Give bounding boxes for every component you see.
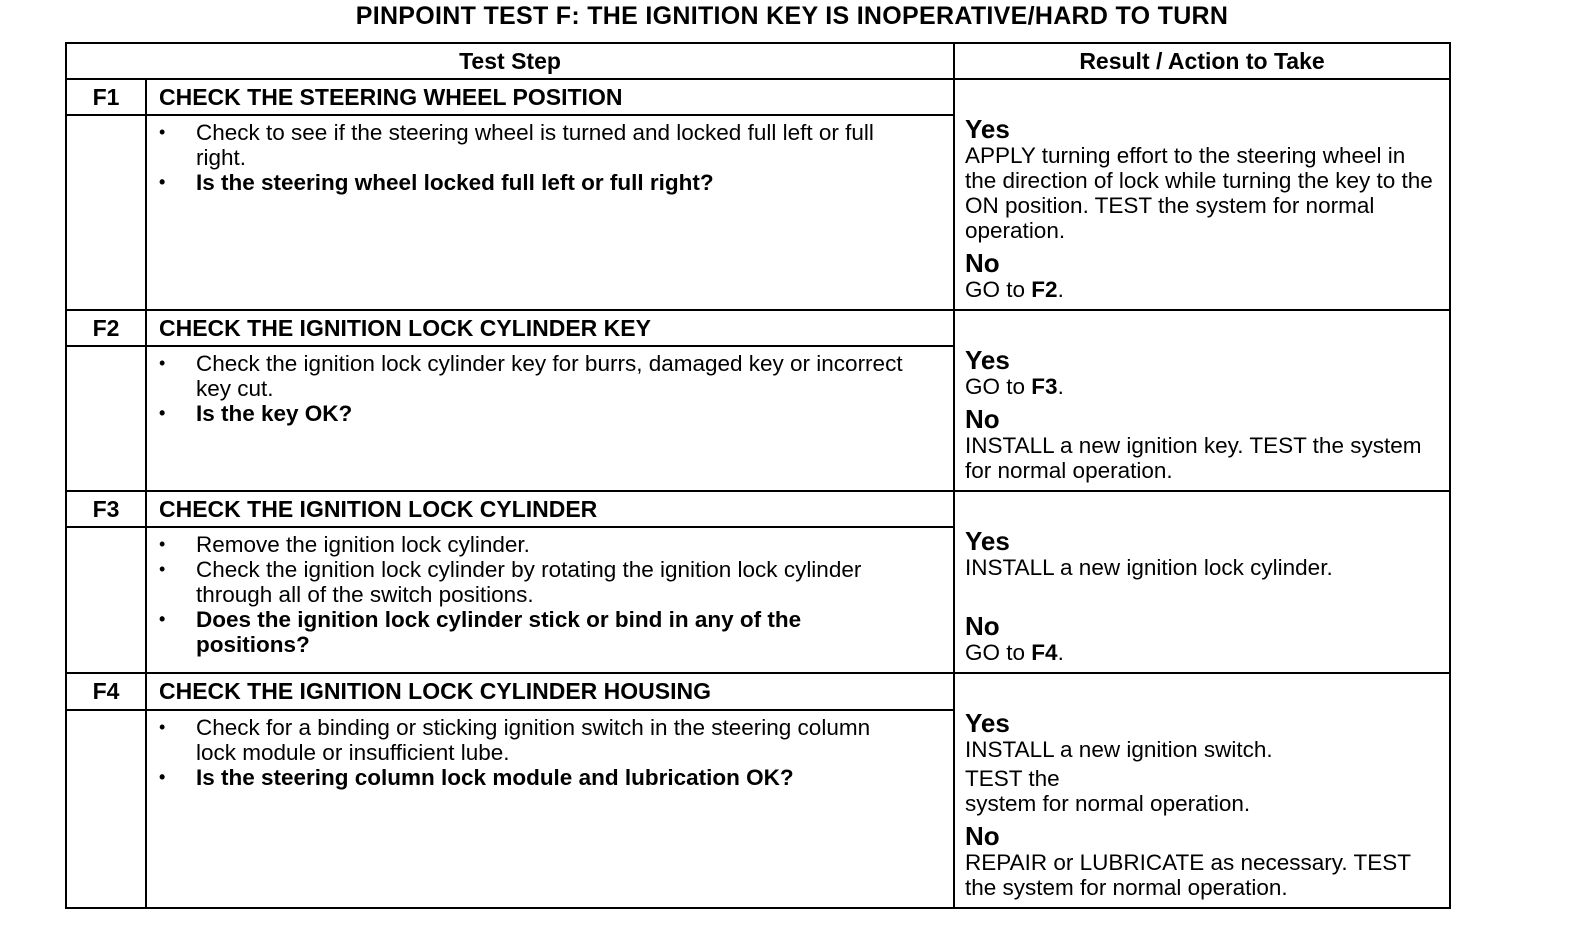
step-id-f3: F3 <box>66 491 146 527</box>
step-id-blank <box>66 710 146 908</box>
result-f1 <box>954 79 1450 310</box>
step-id-blank <box>66 527 146 673</box>
no-action: GO to F4. <box>965 640 1064 665</box>
list-item: • Check the ignition lock cylinder key for burrs, damaged key or incorrect key cut. <box>196 351 953 401</box>
yes-label: Yes <box>965 526 1010 556</box>
list-item: • Check for a binding or sticking ignition switch in the steering column lock module or insufficient lube. <box>196 715 953 765</box>
step-body-f3 <box>146 527 954 673</box>
yes-label: Yes <box>965 345 1010 375</box>
table-header-row <box>66 43 1450 79</box>
yes-action-line3: system for normal operation. <box>965 791 1251 816</box>
result-f3 <box>954 491 1450 673</box>
list-item: • Check to see if the steering wheel is turned and locked full left or full right. <box>196 120 953 170</box>
yes-action: INSTALL a new ignition lock cylinder. <box>965 555 1333 580</box>
step-id-blank <box>66 346 146 491</box>
result-f4 <box>954 673 1450 908</box>
yes-target-step: F3 <box>1031 374 1058 399</box>
step-title-row-f4 <box>66 673 1450 710</box>
yes-label: Yes <box>965 708 1010 738</box>
list-item: • Check the ignition lock cylinder by rotating the ignition lock cylinder through all of the switch positions. <box>196 557 953 607</box>
step-title-f3: CHECK THE IGNITION LOCK CYLINDER <box>146 491 954 527</box>
no-target-step: F2 <box>1031 277 1058 302</box>
step-id-f4: F4 <box>66 673 146 710</box>
step-body-f2 <box>146 346 954 491</box>
step-title-row-f3 <box>66 491 1450 527</box>
pinpoint-test-table <box>65 42 1451 909</box>
step-id-f1: F1 <box>66 79 146 115</box>
no-label: No <box>965 248 1000 278</box>
step-body-f1 <box>146 115 954 310</box>
question-item: • Is the steering column lock module and lubrication OK? <box>196 765 953 790</box>
step-title-f4: CHECK THE IGNITION LOCK CYLINDER HOUSING <box>146 673 954 710</box>
step-title-row-f2 <box>66 310 1450 346</box>
no-action: GO to F2. <box>965 277 1064 302</box>
step-id-blank <box>66 115 146 310</box>
page-title: PINPOINT TEST F: THE IGNITION KEY IS INOPERATIVE/HARD TO TURN <box>355 2 1229 30</box>
no-target-step: F4 <box>1031 640 1058 665</box>
yes-label: Yes <box>965 114 1010 144</box>
step-id-f2: F2 <box>66 310 146 346</box>
no-label: No <box>965 404 1000 434</box>
yes-action: APPLY turning effort to the steering wheel in the direction of lock while turning the key to the ON position. TEST the system for normal operation. <box>965 143 1433 243</box>
step-title-f2: CHECK THE IGNITION LOCK CYLINDER KEY <box>146 310 954 346</box>
question-item: • Does the ignition lock cylinder stick or bind in any of the positions? <box>196 607 953 657</box>
no-label: No <box>965 611 1000 641</box>
step-title-f1: CHECK THE STEERING WHEEL POSITION <box>146 79 954 115</box>
question-item: • Is the steering wheel locked full left or full right? <box>196 170 953 195</box>
yes-action: INSTALL a new ignition switch. <box>965 737 1273 762</box>
yes-action: GO to F3. <box>965 374 1064 399</box>
header-result-action: Result / Action to Take <box>954 43 1450 79</box>
result-f2 <box>954 310 1450 491</box>
no-label: No <box>965 821 1000 851</box>
list-item: • Remove the ignition lock cylinder. <box>196 532 953 557</box>
no-action: REPAIR or LUBRICATE as necessary. TEST the system for normal operation. <box>965 850 1411 900</box>
step-title-row-f1 <box>66 79 1450 115</box>
yes-action-line2: TEST the <box>965 766 1060 791</box>
step-body-f4 <box>146 710 954 908</box>
no-action: INSTALL a new ignition key. TEST the system for normal operation. <box>965 433 1422 483</box>
question-item: • Is the key OK? <box>196 401 953 426</box>
header-test-step: Test Step <box>66 43 954 79</box>
